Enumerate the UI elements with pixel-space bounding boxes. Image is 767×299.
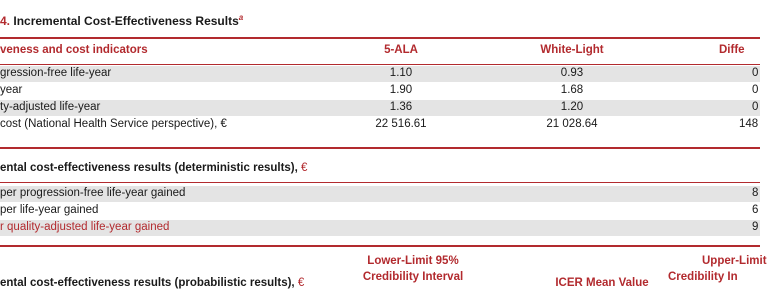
row-value-difference: 0 [752, 101, 759, 113]
table-title-text: Incremental Cost-Effectiveness Results [13, 14, 239, 28]
col-upper-limit-line1: Upper-Limit [702, 255, 767, 267]
table-number: 4. [0, 14, 11, 28]
icer-row-value: 9 [752, 221, 759, 233]
top-rule [0, 37, 760, 39]
row-value-5ala: 22 516.61 [375, 118, 427, 130]
row-value-5ala: 1.90 [389, 84, 413, 96]
row-label: year [0, 84, 23, 96]
row-value-whitelight: 1.68 [560, 84, 584, 96]
section3-header [0, 277, 304, 289]
table-title-footnote: a [238, 13, 244, 22]
icer-row-value: 6 [752, 204, 759, 216]
row-value-whitelight: 21 028.64 [546, 118, 598, 130]
col-5ala-header: 5-ALA [384, 44, 418, 56]
icer-row-label-highlight: r quality-adjusted life-year gained [0, 221, 170, 233]
section3-header-unit: € [297, 277, 305, 289]
col-lower-limit-line2: Credibility Interval [362, 271, 464, 283]
col-difference-header: Diffe [719, 44, 745, 56]
row-value-difference: 148 [739, 118, 759, 130]
section3-top-rule [0, 245, 760, 247]
col-lower-limit-header [353, 253, 473, 285]
col-lower-limit-line1: Lower-Limit 95% [367, 255, 459, 267]
row-value-5ala: 1.36 [389, 101, 413, 113]
icer-row-label: per progression-free life-year gained [0, 187, 186, 199]
table-title [0, 13, 243, 28]
row-shade [0, 66, 760, 82]
section2-header [0, 162, 307, 174]
row-label: gression-free life-year [0, 67, 112, 79]
row-value-whitelight: 0.93 [560, 67, 584, 79]
row-label: cost (National Health Service perspective), € [0, 118, 227, 130]
row-value-difference: 0 [752, 67, 759, 79]
section2-header-text: ental cost-effectiveness results (deterministic results), [0, 162, 298, 174]
section2-header-unit: € [301, 162, 308, 174]
row-value-whitelight: 1.20 [560, 101, 584, 113]
row-value-difference: 0 [752, 84, 759, 96]
icer-row-value: 8 [752, 187, 759, 199]
col-icer-mean-header: ICER Mean Value [555, 277, 649, 289]
col-whitelight-header: White-Light [540, 44, 604, 56]
section2-header-rule [0, 182, 760, 183]
icer-row-label: per life-year gained [0, 204, 99, 216]
section3-header-text: ental cost-effectiveness results (probabilistic results), [0, 277, 295, 289]
row-value-5ala: 1.10 [389, 67, 413, 79]
row-shade [0, 100, 760, 116]
section1-header: veness and cost indicators [0, 44, 148, 56]
section2-top-rule [0, 147, 760, 149]
header-rule [0, 64, 760, 65]
col-upper-limit-header [662, 253, 767, 285]
col-upper-limit-line2: Credibility In [668, 271, 738, 283]
row-label: ty-adjusted life-year [0, 101, 101, 113]
